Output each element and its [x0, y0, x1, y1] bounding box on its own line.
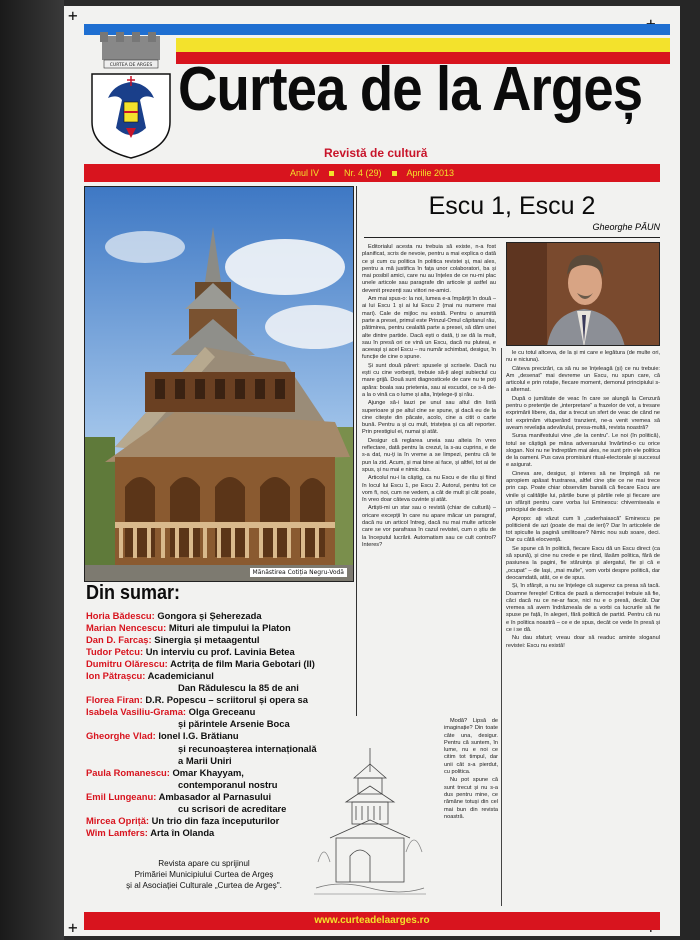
paragraph: le cu totul altceva, de la și mi care e legătura (de multe ori, nu e niciuna). — [506, 350, 660, 364]
list-item: Dan D. Farcaș: Sinergia și metaagentul — [86, 634, 260, 646]
list-item: Florea Firan: D.R. Popescu – scriitorul și opera sa — [86, 694, 308, 706]
author-portrait — [506, 242, 660, 346]
list-item: Mircea Opriță: Un trio din faza începuturilor — [86, 814, 280, 826]
list-item: Wim Lamfers: Arta în Olanda — [86, 826, 215, 838]
article-author: Gheorghe PĂUN — [364, 222, 660, 238]
paragraph: Ajunge să-i lauzi pe unul sau altul din listă superioare și pe altul cine se spune, și dacă eu de la cine citește din păcate, acolo, cine a citit o carte bună. Pentru a și cu mult, tristețea și ca alt reporter. Prin prestigiul ei, numai și atât. — [362, 400, 496, 436]
paragraph: După o jumătate de veac în care se alungă la Cenzură pentru o pretenție de „interpretare” a frazelor de vot, a tresare exprimării libere, da, dar a trecut un sfert de veac de când ne tot exprimăm vituperând tranzient, ne-a venit vremea să aveam revelația adevărului, presa-multă, revista noastră? — [506, 395, 660, 431]
list-item-continuation: cu scrisori de acreditare — [178, 802, 287, 814]
sponsor-line: și al Asociației Culturale „Curtea de Argeș". — [126, 881, 282, 890]
paragraph: Desigur că reglarea uneia sau alteia în vreo reflectare, dată pentru la crezut, la s-au cuprins, e de s-a dat, nu-ți ia în vreme a se limpezi, pentru că te pun la zid. Acum, și mai bine ai face, și altfel, tot ai de spus, și nu mai e nimic dus. — [362, 437, 496, 473]
list-item-continuation: a Marii Uniri — [178, 754, 232, 766]
paragraph: Cineva are, desigur, și interes să ne împingă să ne apropiem apăsat frustrarea, altfel cine știe ce ne mai trece prin cap. Poate chiar observăm banală că fiecare Escu are vinile și calitățile lui, pârtile bune și pârtile rele și fiecare are un sfârșit pentru care vorba lui Eminescu: chiverniseala e principiul de desch. — [506, 470, 660, 514]
issue-year: Anul IV — [289, 168, 319, 178]
paragraph: Și, în sfârșit, a nu se înțelege că sugerez ca presa să tacă. Doamne ferește! Critica de pază a democrației trebuie să fie, căci dacă nu ce ne-ar face, nici nu e o presă, decât. Dar vremea să avem îndrăzneala de a vorbi ca lucrurile să fie spuse pe față, în alegeri, fără politică de partid. Pentru că nu e în politica noastră – ce e de spus, decât ce vede în presă și ce i se dă. — [506, 583, 660, 633]
summary-list — [86, 610, 356, 839]
crop-mark-icon: + — [68, 6, 78, 25]
photo-caption: Mănăstirea Cotiția Negru-Vodă — [250, 568, 347, 577]
magazine-subtitle: Revistă de cultură — [324, 146, 428, 160]
column-divider — [501, 348, 502, 906]
article-column-3 — [506, 350, 660, 906]
separator-icon — [392, 171, 397, 176]
issue-info-bar — [84, 164, 660, 182]
paragraph: Am mai spus-o: la noi, lumea e-a împărțit în două – ai lui Escu 1 și ai lui Escu 2 (mai nu numere mai mari). Cale de mijloc nu există. Pentru o anumită parte a presei, primul este Prinzul-Omul căpitanul rău, pătimirea, pentru cealaltă parte a presei, să dăm unei alte dintre partide. Dacă ești o dată, ți se dă la mult, sau în presă ori ce vină un Escu, dacă nu pluteai, e aceeași și acel Escu – nu număr schimbat, desigur, în funcție de cine o spune. — [362, 296, 496, 361]
paragraph: Sursa manifestului vine „de la centru”. Le noi (în politică), totul se câștigă pe mâna adversarului învârtind-o cu orice slogan. Noi nu ne îndreptăm mai ales, ne sunt prin ele politica de la oameni. Pus cava promisiuni ritual-electorale și succesul e asigurat. — [506, 433, 660, 469]
cover-photo — [84, 186, 354, 582]
list-item: Dumitru Olărescu: Actrița de film Maria Gebotari (II) — [86, 658, 315, 670]
list-item: Tudor Petcu: Un interviu cu prof. Lavinia Betea — [86, 646, 295, 658]
left-background — [0, 0, 64, 940]
list-item-continuation: și părintele Arsenie Boca — [178, 718, 290, 730]
separator-icon — [329, 171, 334, 176]
paragraph: Câteva precizări, ca să nu se înțeleagă (și) ce nu trebuie: Am „desenat” mai devreme un Escu, nu spun care, că articolul e prin rotație, fiecare moment, demonul principiului s-a alternat. — [506, 365, 660, 394]
article-column-2 — [444, 718, 498, 906]
paragraph: Articolul nu-i la câștig, ca nu Escu e de rău și fiind în locul lui Escu 1, pe Escu 2. Autorul, pentru tot ce vom fi, noi, cum ne vedem, a cât de mult și cât poate, în vreo doar câteva cuvinte și atât. — [362, 475, 496, 504]
flag-stripe-yellow — [176, 38, 670, 52]
list-item: Ion Pătrașcu: Academicianul — [86, 670, 214, 682]
list-item: Isabela Vasiliu-Grama: Olga Greceanu — [86, 706, 256, 718]
list-item: Paula Romanescu: Omar Khayyam, — [86, 766, 244, 778]
crop-mark-icon: + — [68, 918, 78, 936]
article-column-1 — [362, 244, 496, 706]
magazine-title: Curtea de la Argeș — [178, 55, 643, 124]
issue-date: Aprilie 2013 — [406, 168, 455, 178]
list-item: Gheorghe Vlad: Ionel I.G. Brătianu — [86, 730, 239, 742]
column-divider — [356, 186, 357, 716]
paragraph: Artiști-mi un star sau o revistă (chiar de cultură) – oricare excepții în care nu apare măcar un paragraf, dacă nu un articol întreg, dacă nu mai multe articole care se vor parafrasa în cazul revistei, cum o știu de la începutul lucrării. Automatism sau ce cult control? Interes? — [362, 505, 496, 548]
paragraph: Se spune că în politică, fiecare Escu dă un Escu direct (ca să spună), și cine nu crede e pe rând, lăsăm politica, fără de pasiunea la pagini, fie stăruința și alergatul, fie și că e „ocupat” – de Iași, „mai multe”, vom vorbi despre politică, dar deocamdată, atât, ce e de spus. — [506, 545, 660, 581]
paragraph: Nu dau sfaturi; vreau doar să readuc aminte sloganul revistei: Escu nu există! — [506, 635, 660, 649]
list-item-continuation: și recunoașterea internațională — [178, 742, 317, 754]
summary-heading: Din sumar: — [86, 582, 181, 604]
issue-number: Nr. 4 (29) — [343, 168, 382, 178]
paragraph: Editorialul acesta nu trebuia să existe, n-a fost planificat, scris de nevoie, pentru a mai explica o dată ce și cum cu politica în politica revistei și, mai ales, pentru a mă justifica în fața unor colaboratori, ba și mai posibil amici, care nu au înțeles de ce nu-mi plac unele articole sau paragrafe din articole și astfel au devenit prezenți sau viitori ne-amici. — [362, 244, 496, 294]
wooden-church-illustration — [85, 187, 353, 581]
city-crest-icon — [86, 32, 176, 160]
list-item: Horia Bădescu: Gongora și Șeherezada — [86, 610, 262, 621]
magazine-page — [64, 6, 680, 936]
list-item: Emil Lungeanu: Ambasador al Parnasului — [86, 790, 272, 802]
sponsor-line: Primăriei Municipiului Curtea de Argeș — [134, 870, 274, 879]
sponsor-note — [86, 858, 322, 891]
paragraph: Și sunt două păreri: spusele și scrisele. Dacă nu ești cu cine vorbești, trebuie să-ți alegi subiectul cu mare grijă. Două sunt diagnosticele de care nu te poți apăra: boala sau prietenia, sau ai escudoi, ce s-ă de-a la o vină ca o lume și alta, înțelege-ți și rău. — [362, 362, 496, 398]
website-url: www.curteadelaarges.ro — [314, 915, 430, 926]
article-title: Escu 1, Escu 2 — [428, 192, 596, 220]
sponsor-line: Revista apare cu sprijinul — [158, 859, 250, 868]
paragraph: Apropo: ați văzut cum îi „caderhaiască” Eminescu pe politicienii de azi (poate de mai de ieri)? Dar în articolele de tot spiculte la pagină umilitoare? Nimic nou sub soare, deci. Dar cu câtă elocvență. — [506, 515, 660, 544]
paragraph: Nu pot spune că sunt trecut și nu s-a dus pentru mine, ce rămâne totuși din cel mai bun din revista noastră. — [444, 777, 498, 820]
footer-website-bar — [84, 912, 660, 930]
right-background — [680, 0, 700, 940]
list-item-continuation: Dan Rădulescu la 85 de ani — [178, 682, 299, 694]
crest-banner-text: CURTEA DE ARGES — [109, 63, 153, 68]
paragraph: Modă? Lipsă de imaginație? Din toate câte una, desigur. Pentru că suntem, în lume, nu e noi ce citim tot timpul, dar unii cât s-a pierdut, cu politica. — [444, 718, 498, 776]
list-item-continuation: contemporanul nostru — [178, 778, 278, 790]
list-item: Marian Nencescu: Mituri ale timpului la Platon — [86, 622, 291, 634]
